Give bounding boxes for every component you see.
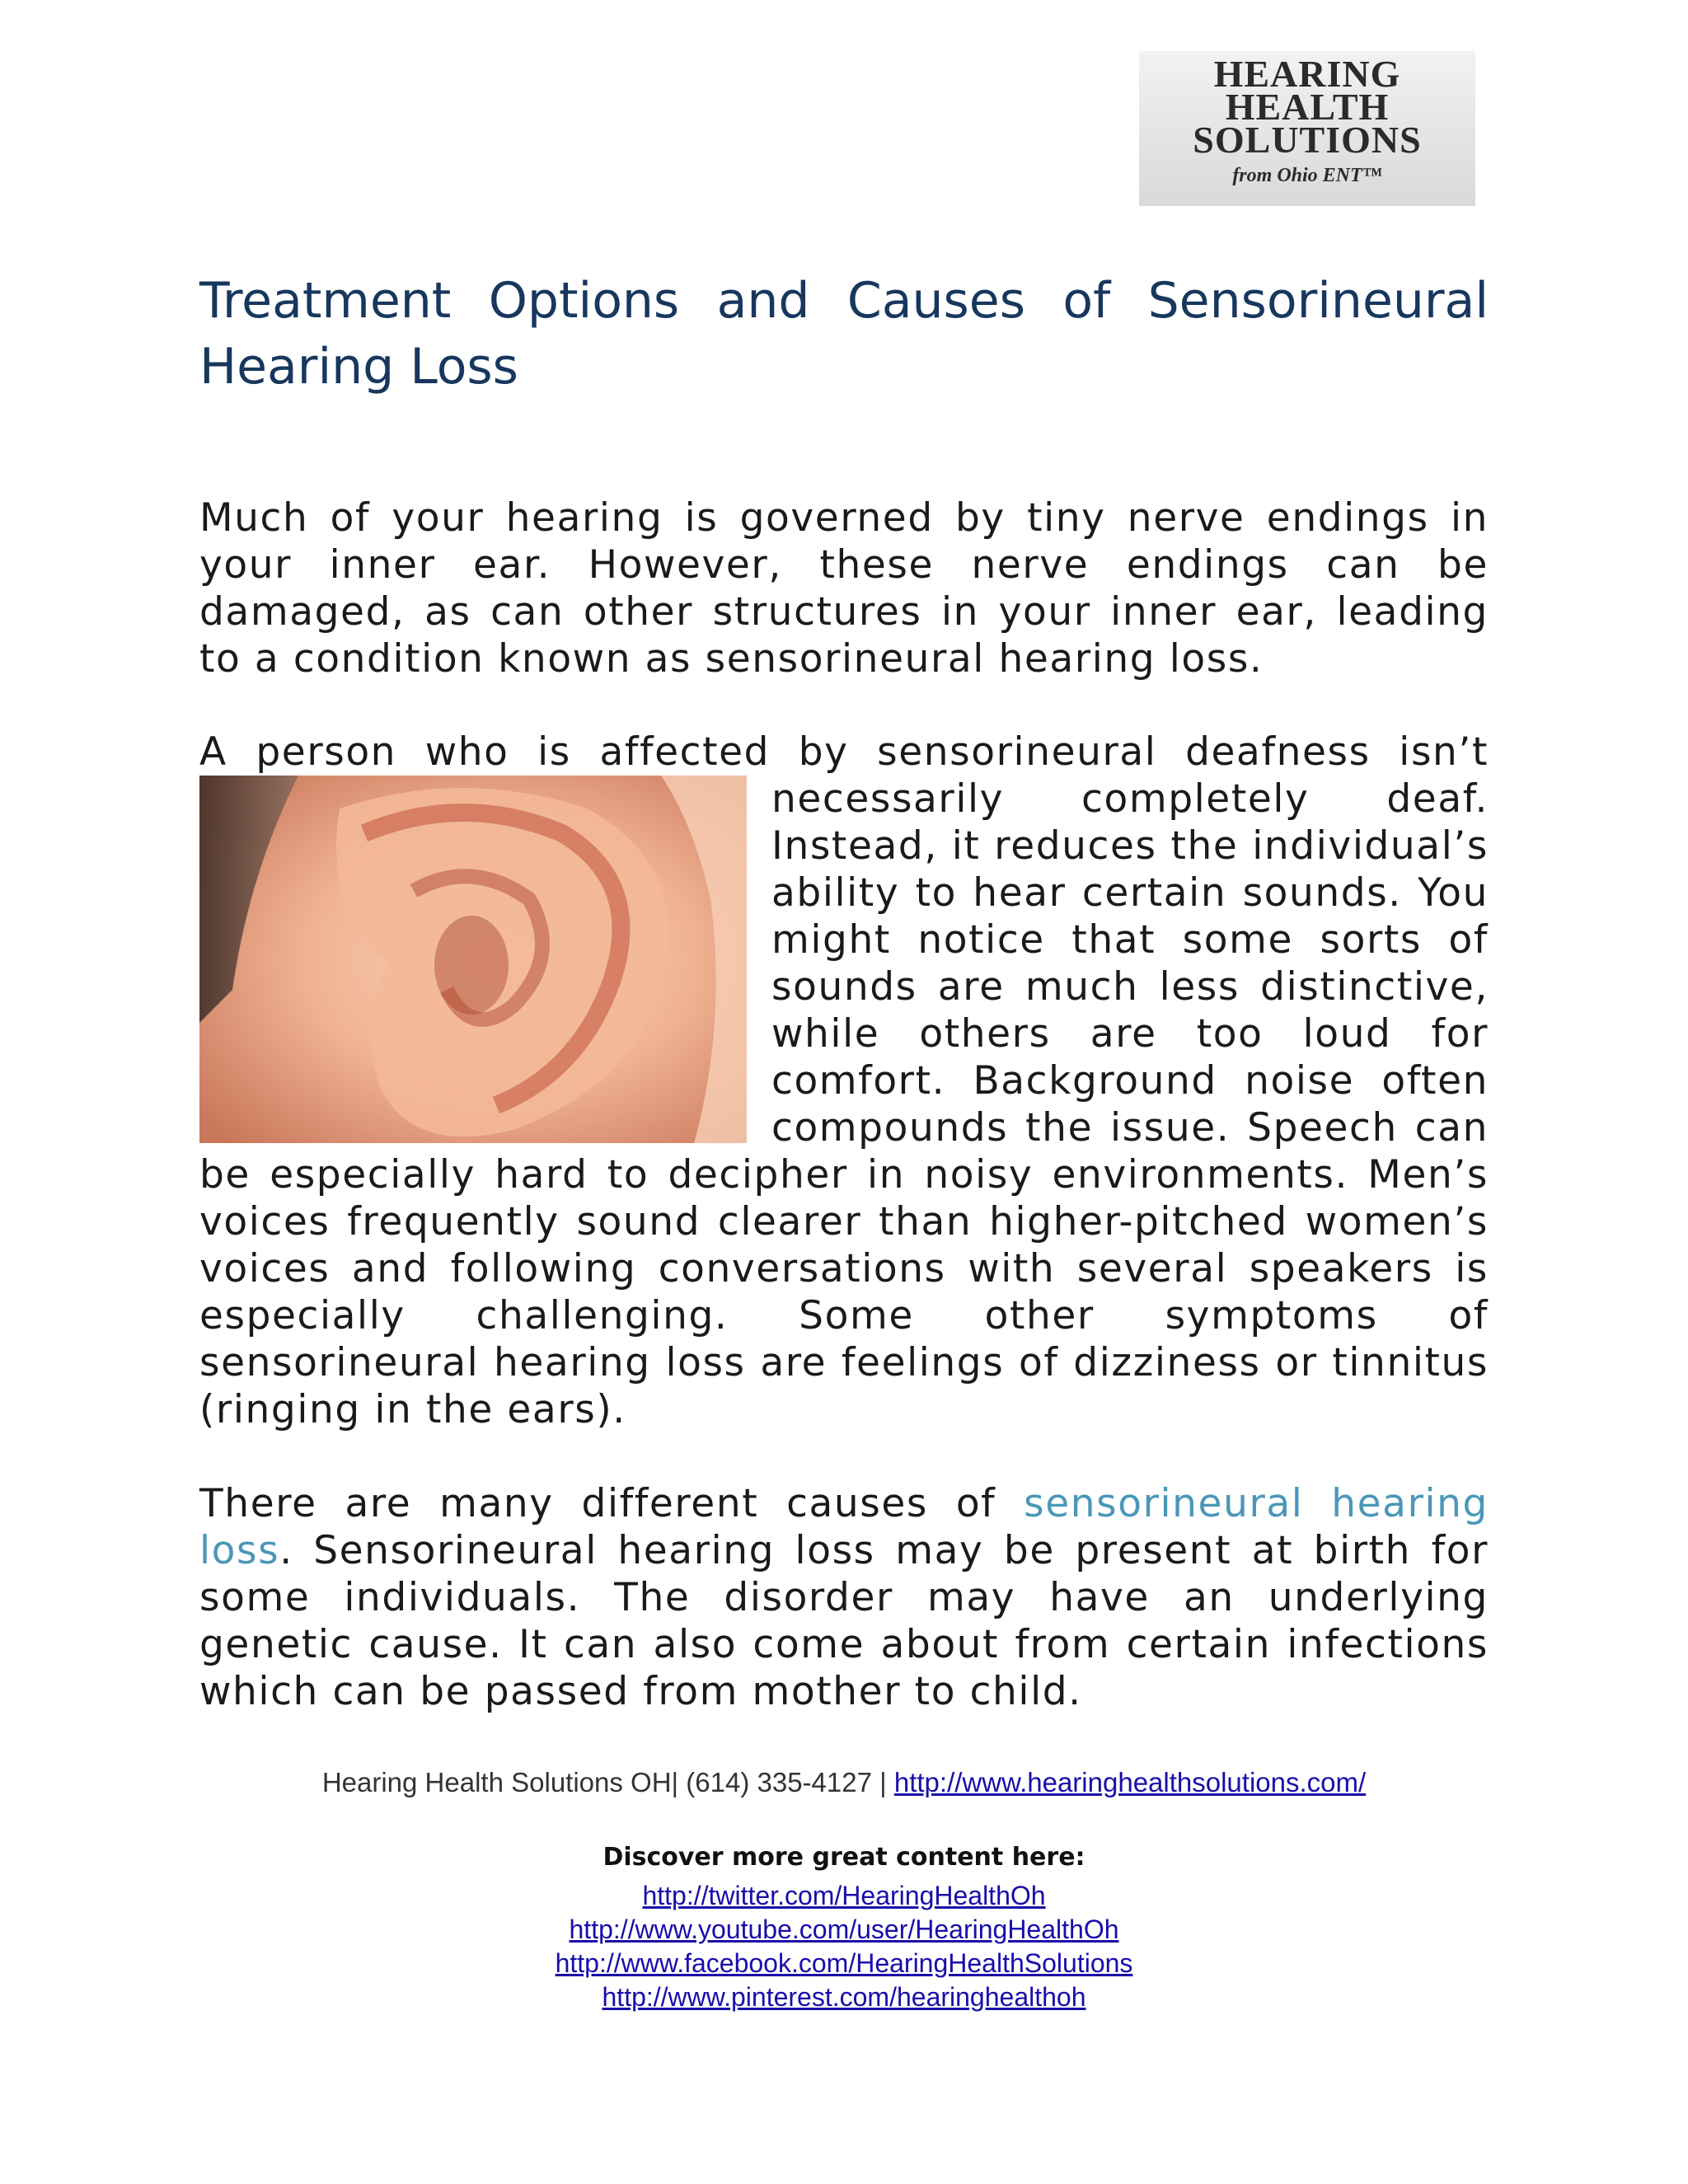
- symptoms-first-line-text: A person who is affected by sensorineural deafness isn’t: [199, 729, 1489, 775]
- sensorineural-hearing-loss-link[interactable]: sensorineural hearing loss: [199, 1481, 1489, 1573]
- intro-paragraph: Much of your hearing is governed by tiny nerve endings in your inner ear. However, these nerve endings can be damaged, as can other structures in your inner ear, leading to a condition known as sensorineural hearing loss.: [199, 495, 1489, 682]
- symptoms-first-line: [199, 729, 1489, 776]
- social-links: [199, 1879, 1489, 2014]
- logo-line-3: SOLUTIONS: [1193, 119, 1422, 161]
- discover-heading: Discover more great content here:: [603, 1843, 1085, 1872]
- causes-text-before-link: There are many different causes of: [199, 1481, 1025, 1526]
- website-link[interactable]: http://www.hearinghealthsolutions.com/: [893, 1767, 1367, 1797]
- symptoms-paragraph: [199, 729, 1489, 1433]
- footer-contact: [199, 1767, 1489, 1798]
- causes-paragraph: [199, 1480, 1489, 1715]
- logo-tagline: from Ohio ENT™: [1232, 165, 1382, 186]
- youtube-link[interactable]: http://www.youtube.com/user/HearingHealthOh: [569, 1915, 1119, 1944]
- facebook-link[interactable]: http://www.facebook.com/HearingHealthSolutions: [555, 1948, 1133, 1978]
- logo-line-2: HEALTH: [1225, 86, 1390, 128]
- ear-illustration: [199, 776, 747, 1143]
- ear-photo: [199, 776, 747, 1143]
- hearing-health-solutions-logo: [1139, 51, 1475, 206]
- symptoms-rest-text: necessarily completely deaf. Instead, it reduces the individual’s ability to hear certain sounds. You might notice that some sorts of sounds are much less distinctive, while others are too loud for comfort. Background noise often compounds the issue. Speech can be especially hard to decipher in noisy environments. Men’s voices frequently sound clearer than higher-pitched women’s voices and following conversations with several speakers is especially challenging. Some other symptoms of sensorineural hearing loss are feelings of dizziness or tinnitus (ringing in the ears).: [199, 776, 1489, 1432]
- causes-text-after-link: . Sensorineural hearing loss may be present at birth for some individuals. The disorder may have an underlying genetic cause. It can also come about from certain infections which can be passed from mother to child.: [199, 1528, 1489, 1714]
- pinterest-link[interactable]: http://www.pinterest.com/hearinghealthoh: [602, 1982, 1086, 2012]
- footer-contact-text: Hearing Health Solutions OH| (614) 335-4127 |: [321, 1767, 894, 1797]
- logo-line-1: HEARING: [1213, 53, 1401, 95]
- twitter-link[interactable]: http://twitter.com/HearingHealthOh: [642, 1881, 1046, 1910]
- page-title: Treatment Options and Causes of Sensorineural Hearing Loss: [199, 272, 1489, 396]
